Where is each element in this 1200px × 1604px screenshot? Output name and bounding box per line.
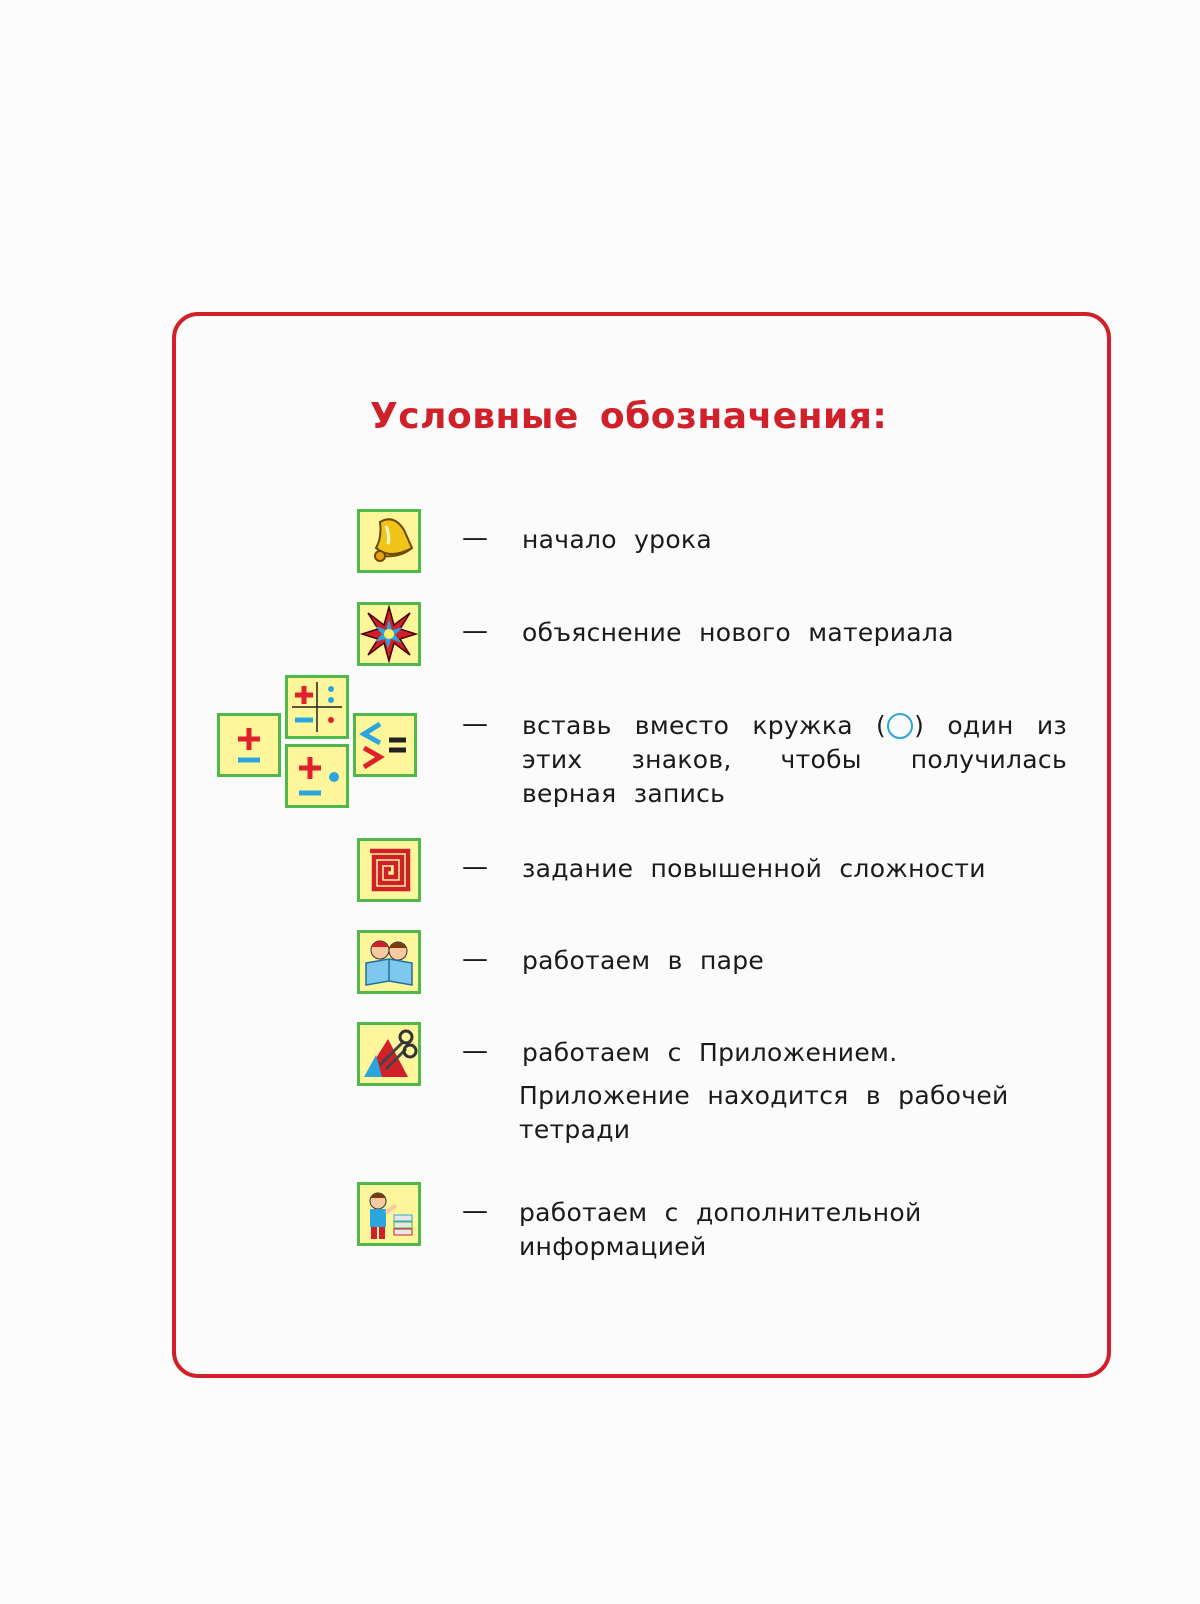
legend-text-appendix: работаем с Приложением.: [522, 1038, 898, 1067]
dash: —: [462, 852, 488, 882]
four-operations-icon: [285, 675, 349, 739]
dash: —: [462, 523, 488, 553]
legend-text-insert-sign: [522, 709, 1067, 811]
legend-text-new-material: объяснение нового материала: [522, 618, 954, 647]
legend-text-part: работаем с дополнительной информацией: [519, 1198, 922, 1261]
dash: —: [462, 709, 488, 739]
legend-text-advanced-task: задание повышенной сложности: [522, 854, 986, 883]
info-boy-icon: [357, 1182, 421, 1246]
compare-signs-icon: [353, 713, 417, 777]
plus-dot-minus-icon: [285, 744, 349, 808]
pair-reading-icon: [357, 930, 421, 994]
spiral-icon: [357, 838, 421, 902]
legend-text-pair-work: работаем в паре: [522, 946, 765, 975]
legend-text-lesson-start: начало урока: [522, 525, 712, 554]
dash: —: [462, 944, 488, 974]
legend-text-extra-info: [519, 1196, 939, 1264]
plus-minus-icon: [217, 713, 281, 777]
star-burst-icon: [357, 602, 421, 666]
legend-text-appendix-note: Приложение находится в рабочей тетради: [519, 1081, 1009, 1144]
page-title: Условные обозначения:: [370, 396, 888, 437]
dash: —: [462, 616, 488, 646]
circle-icon: [887, 713, 913, 739]
legend-text-part: вставь вместо кружка (: [522, 711, 887, 740]
legend-text-part: ) один из этих знаков, чтобы получилась верная запись: [522, 711, 1068, 808]
bell-icon: [357, 509, 421, 573]
dash: —: [462, 1196, 488, 1226]
dash: —: [462, 1036, 488, 1066]
scissors-icon: [357, 1022, 421, 1086]
